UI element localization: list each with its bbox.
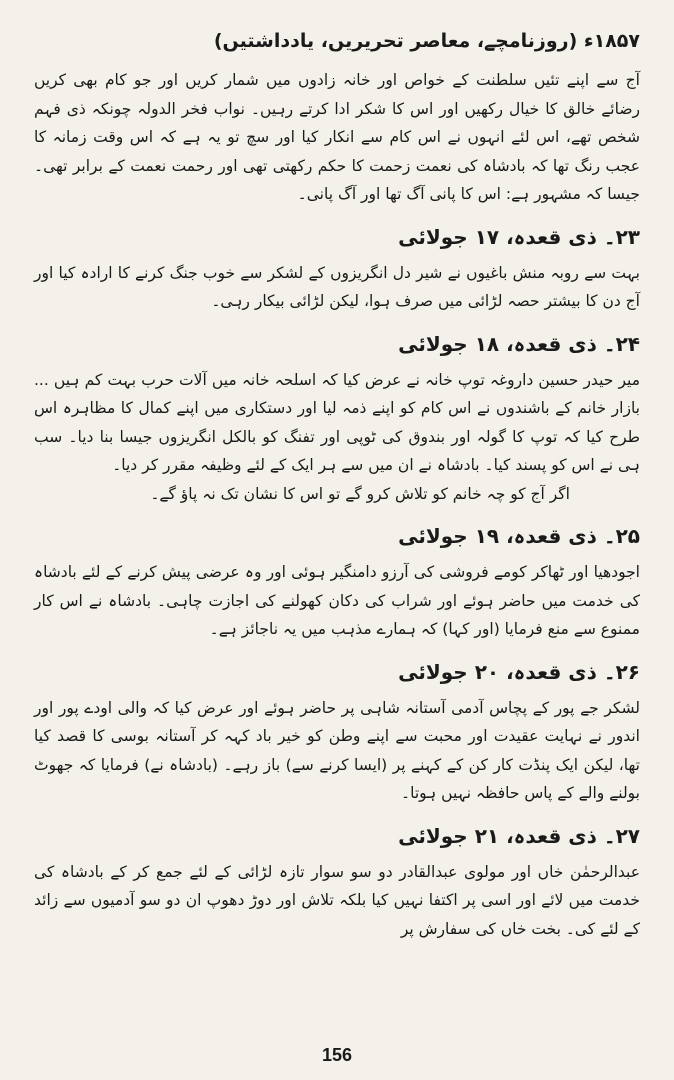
entry-paragraph-27: عبدالرحمٰن خاں اور مولوی عبدالقادر دو سو سوار تازہ لڑائی کے لئے جمع کر کے بادشاہ کی خدمت میں لائے اور اسی پر اکتفا نہیں کیا بلکہ تلاش اور دوڑ دھوپ ان دو سو آدمیوں سے زائد کے لئے کی۔ بخت خاں کی سفارش پر [34,862,640,938]
entry-heading-26: ۲۶۔ ذی قعدہ، ۲۰ جولائی [398,659,640,684]
entry-paragraph-25: اجودھیا اور ٹھاکر کومے فروشی کی آرزو دامنگیر ہوئی اور وہ عرضی پیش کرنے کے لئے بادشاہ کی خدمت میں حاضر ہوئے اور شراب کی دکان کھولنے کی اجازت چاہی۔ بادشاہ نے اس کار ممنوع سے منع فرمایا (اور کہا) کہ ہمارے مذہب میں یہ ناجائز ہے۔ [34,563,640,638]
entry-paragraph-24: میر حیدر حسین داروغہ توپ خانہ نے عرض کیا کہ اسلحہ خانہ میں آلات حرب بہت کم ہیں ... بازار خانم کے باشندوں نے اس کام کو اپنے ذمہ لیا اور دستکاری میں اپنے کمال کا مظاہرہ اس طرح کیا کہ توپ کا گولہ اور بندوق کی ٹوپی اور تفنگ کو بالکل انگریزوں جیسا بنا دیا۔ سب ہی نے اس کو پسند کیا۔ بادشاہ نے ان میں سے ہر ایک کے لئے وظیفہ مقرر کر دیا۔ [34,370,640,474]
entry-paragraph-26: لشکر جے پور کے پچاس آدمی آستانہ شاہی پر حاضر ہوئے اور عرض کیا کہ والی اودے پور اور اندور نے نہایت عقیدت اور محبت سے اپنے وطن کو خیر باد کہہ کر آستانہ بوسی کا قصد کیا تھا، لیکن ایک پنڈت کار کن کے کہنے پر (ایسا کرنے سے) باز رہے۔ (بادشاہ نے) فرمایا کہ جھوٹ بولنے والے کے پاس حافظہ نہیں ہوتا۔ [34,698,640,802]
entry-heading-23: ۲۳۔ ذی قعدہ، ۱۷ جولائی [398,224,640,249]
entry-quote-24: اگر آج کو چہ خانم کو تلاش کرو گے تو اس کا نشان تک نہ پاؤ گے۔ [150,484,570,503]
intro-paragraph: آج سے اپنے تئیں سلطنت کے خواص اور خانہ زادوں میں شمار کریں اور جو کام بھی کریں رضائے خالق کا خیال رکھیں اور اس کا شکر ادا کرتے رہیں۔ نواب فخر الدولہ چونکہ ذی فہم شخص تھے، اس لئے انہوں نے اس کام سے انکار کیا اور سچ تو یہ ہے کہ اس وقت زمانہ کا عجب رنگ تھا کہ بادشاہ کی نعمت زحمت کا حکم رکھتی تھی اور رحمت نعمت کے برابر تھی۔ جیسا کہ مشہور ہے: اس کا پانی آگ تھا اور آگ پانی۔ [34,71,640,203]
running-head: ۱۸۵۷ء (روزنامچے، معاصر تحریریں، یادداشتیں) [213,30,640,52]
entry-paragraph-23: بہت سے روبہ منش باغیوں نے شیر دل انگریزوں کے لشکر سے خوب جنگ کرنے کا ارادہ کیا اور آج دن کا بیشتر حصہ لڑائی میں صرف ہوا، لیکن لڑائی بیکار رہی۔ [34,263,640,310]
entry-heading-25: ۲۵۔ ذی قعدہ، ۱۹ جولائی [398,524,640,548]
entry-heading-24: ۲۴۔ ذی قعدہ، ۱۸ جولائی [398,331,640,356]
page-number: 156 [321,1045,353,1065]
entry-heading-27: ۲۷۔ ذی قعدہ، ۲۱ جولائی [398,823,640,848]
